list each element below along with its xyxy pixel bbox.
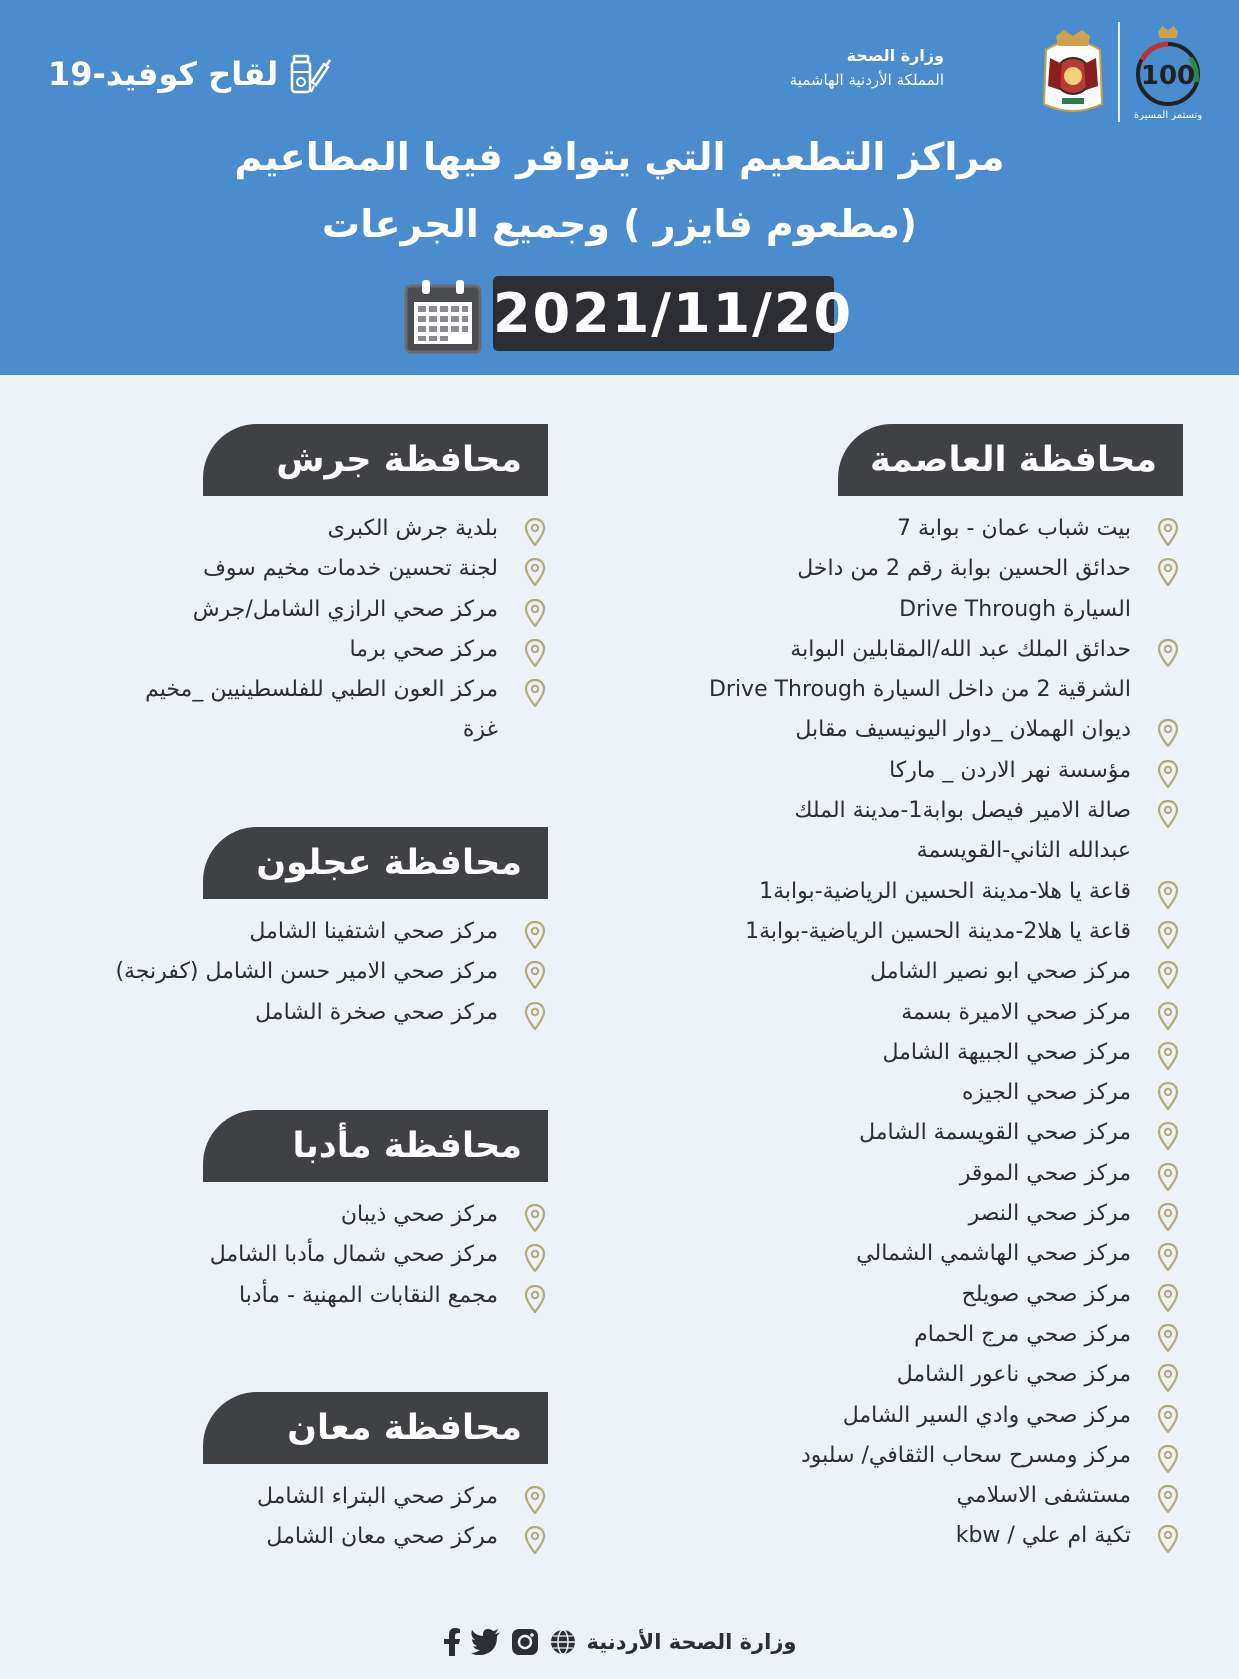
vaccination-center-item — [106, 549, 546, 589]
location-pin-icon — [1157, 1485, 1179, 1513]
vaccination-center-item — [619, 549, 1179, 630]
coat-of-arms-icon — [1040, 28, 1106, 116]
region-heading-ajloun — [203, 827, 548, 899]
center-name-line: بيت شباب عمان - بوابة 7 — [897, 516, 1131, 541]
region-name: محافظة معان — [287, 1408, 522, 1448]
center-name-line: مركز ومسرح سحاب الثقافي/ سلبود — [801, 1442, 1131, 1468]
center-name-line: مستشفى الاسلامي — [956, 1483, 1131, 1509]
vaccination-center-item — [106, 509, 546, 549]
center-name-line: مركز صحي الجيزه — [961, 1080, 1131, 1106]
location-pin-icon — [524, 1204, 546, 1232]
vaccination-center-item — [619, 791, 1179, 872]
location-pin-icon — [1157, 760, 1179, 788]
vaccination-center-item — [619, 912, 1179, 952]
location-pin-icon — [524, 518, 546, 546]
vaccination-center-item — [619, 1275, 1179, 1315]
center-name-line: مجمع النقابات المهنية - مأدبا — [238, 1282, 498, 1308]
center-name-line: حدائق الملك عبد الله/المقابلين البوابة — [790, 636, 1131, 662]
campaign-label-block — [48, 52, 332, 96]
page-title-line2: (مطعوم فايزر ) وجميع الجرعات — [322, 202, 917, 246]
header-banner — [0, 0, 1239, 375]
vaccination-center-item — [619, 1476, 1179, 1516]
vaccination-center-item — [106, 590, 546, 630]
center-name-line: مركز صحي القويسمة الشامل — [859, 1120, 1131, 1146]
center-name-line: قاعة يا هلا-مدينة الحسين الرياضية-بوابة1 — [759, 878, 1131, 904]
calendar-icon — [404, 278, 482, 354]
center-name-line: الشرقية 2 من داخل السيارة Drive Through — [708, 677, 1131, 703]
location-pin-icon — [524, 1002, 546, 1030]
center-name-line: مركز صحي ذيبان — [340, 1202, 498, 1227]
region-name: محافظة العاصمة — [869, 440, 1157, 480]
location-pin-icon — [524, 1244, 546, 1272]
region-heading-jerash — [203, 424, 548, 496]
center-name-line: مركز صحي الرازي الشامل/جرش — [192, 596, 498, 622]
vaccination-center-item — [619, 1234, 1179, 1274]
location-pin-icon — [1157, 1203, 1179, 1231]
vaccination-center-item — [106, 1517, 546, 1557]
vaccination-center-item — [619, 1355, 1179, 1395]
location-pin-icon — [524, 961, 546, 989]
location-pin-icon — [524, 1526, 546, 1554]
region-name: محافظة مأدبا — [292, 1126, 522, 1166]
ajloun-centers-list — [106, 912, 546, 1033]
center-name-line: مركز صحي اشتفينا الشامل — [249, 919, 498, 944]
location-pin-icon — [524, 558, 546, 586]
center-name-line: مركز صحي صويلح — [961, 1281, 1131, 1307]
location-pin-icon — [524, 921, 546, 949]
center-name-line: مركز صحي الجبيهة الشامل — [882, 1039, 1131, 1065]
vaccine-vial-icon — [290, 52, 332, 96]
centennial-number: 100 — [1140, 61, 1196, 91]
vaccination-center-item — [106, 1235, 546, 1275]
location-pin-icon — [524, 1486, 546, 1514]
location-pin-icon — [1157, 1122, 1179, 1150]
ministry-name: وزارة الصحة — [846, 46, 944, 65]
location-pin-icon — [1157, 558, 1179, 586]
center-name-line: مركز صحي ناعور الشامل — [896, 1362, 1131, 1388]
center-name-line: صالة الامير فيصل بوابة1-مدينة الملك — [794, 798, 1131, 824]
center-name-line: مركز صحي مرج الحمام — [914, 1321, 1131, 1347]
center-name-line: تكية ام علي / kbw — [955, 1523, 1131, 1549]
location-pin-icon — [1157, 1324, 1179, 1352]
capital-centers-list — [619, 509, 1179, 1557]
center-name-line: لجنة تحسين خدمات مخيم سوف — [203, 556, 498, 582]
center-name-line: مركز صحي الاميرة بسمة — [901, 999, 1131, 1025]
center-name-line: مركز صحي الموقر — [959, 1160, 1131, 1186]
location-pin-icon — [1157, 1042, 1179, 1070]
center-name-line: قاعة يا هلا2-مدينة الحسين الرياضية-بوابة1 — [745, 918, 1131, 944]
vaccination-center-item — [619, 1194, 1179, 1234]
location-pin-icon — [1157, 1405, 1179, 1433]
footer — [0, 1628, 1239, 1656]
vaccination-center-item — [106, 1276, 546, 1316]
location-pin-icon — [1157, 1243, 1179, 1271]
footer-ministry-name: وزارة الصحة الأردنية — [586, 1630, 797, 1654]
center-name-line: مركز صحي معان الشامل — [266, 1524, 498, 1550]
location-pin-icon — [1157, 1082, 1179, 1110]
center-name-line: حدائق الحسين بوابة رقم 2 من داخل — [797, 556, 1131, 582]
vaccination-center-item — [619, 509, 1179, 549]
region-heading-madaba — [203, 1110, 548, 1182]
center-name-line: غزة — [462, 717, 498, 743]
vaccination-center-item — [106, 1477, 546, 1517]
center-name-line: مركز صحي شمال مأدبا الشامل — [209, 1242, 498, 1268]
location-pin-icon — [524, 599, 546, 627]
centennial-slogan: وتستمر المسيرة — [1133, 110, 1203, 120]
vaccination-center-item — [106, 993, 546, 1033]
center-name-line: ديوان الهملان _دوار اليونيسيف مقابل — [795, 717, 1131, 743]
location-pin-icon — [1157, 1002, 1179, 1030]
jerash-centers-list — [106, 509, 546, 751]
center-name-line: السيارة Drive Through — [899, 596, 1131, 622]
madaba-centers-list — [106, 1195, 546, 1316]
vaccination-center-item — [619, 872, 1179, 912]
vaccination-center-item — [619, 993, 1179, 1033]
vaccination-center-item — [619, 1073, 1179, 1113]
campaign-label: لقاح كوفيد-19 — [48, 55, 279, 93]
vaccination-center-item — [619, 952, 1179, 992]
vaccination-center-item — [619, 1516, 1179, 1556]
date-label: 2021/11/20 — [493, 276, 834, 351]
center-name-line: مركز صحي وادي السير الشامل — [842, 1402, 1131, 1428]
center-name-line: مركز صحي برما — [349, 636, 498, 662]
location-pin-icon — [1157, 518, 1179, 546]
center-name-line: مركز صحي البتراء الشامل — [256, 1484, 498, 1509]
vaccination-center-item — [106, 912, 546, 952]
location-pin-icon — [1157, 719, 1179, 747]
location-pin-icon — [1157, 881, 1179, 909]
vaccination-center-item — [619, 1396, 1179, 1436]
location-pin-icon — [1157, 921, 1179, 949]
facebook-icon[interactable] — [443, 1628, 461, 1656]
vaccination-center-item — [619, 1436, 1179, 1476]
center-name-line: مركز صحي الهاشمي الشمالي — [856, 1241, 1131, 1267]
region-name: محافظة جرش — [276, 440, 522, 480]
region-heading-maan — [203, 1392, 548, 1464]
vaccination-center-item — [619, 630, 1179, 711]
vaccination-center-item — [619, 1315, 1179, 1355]
twitter-icon[interactable] — [471, 1629, 501, 1655]
region-name: محافظة عجلون — [256, 843, 522, 883]
ministry-name-block — [790, 46, 944, 89]
page-title-line1: مراكز التطعيم التي يتوافر فيها المطاعيم — [234, 135, 1005, 179]
location-pin-icon — [1157, 1163, 1179, 1191]
vaccination-center-item — [106, 952, 546, 992]
logo-divider — [1118, 22, 1120, 122]
center-name-line: مركز صحي الامير حسن الشامل (كفرنجة) — [115, 959, 498, 985]
location-pin-icon — [1157, 1284, 1179, 1312]
location-pin-icon — [524, 679, 546, 707]
center-name-line: مركز صحي النصر — [968, 1201, 1131, 1227]
location-pin-icon — [524, 1285, 546, 1313]
center-name-line: مركز العون الطبي للفلسطينيين _مخيم — [145, 677, 498, 703]
location-pin-icon — [1157, 961, 1179, 989]
location-pin-icon — [1157, 639, 1179, 667]
location-pin-icon — [1157, 1525, 1179, 1553]
vaccination-center-item — [106, 1195, 546, 1235]
center-name-line: مركز صحي ابو نصير الشامل — [870, 959, 1131, 985]
location-pin-icon — [524, 639, 546, 667]
location-pin-icon — [1157, 800, 1179, 828]
vaccination-center-item — [619, 1033, 1179, 1073]
center-name-line: مؤسسة نهر الاردن _ ماركا — [889, 757, 1131, 783]
vaccination-center-item — [619, 1113, 1179, 1153]
maan-centers-list — [106, 1477, 546, 1558]
center-name-line: بلدية جرش الكبرى — [327, 516, 498, 541]
vaccination-center-item — [106, 670, 546, 751]
location-pin-icon — [1157, 1364, 1179, 1392]
location-pin-icon — [1157, 1445, 1179, 1473]
vaccination-center-item — [619, 1154, 1179, 1194]
instagram-icon[interactable] — [511, 1628, 539, 1656]
center-name-line: مركز صحي صخرة الشامل — [255, 999, 498, 1025]
center-name-line: عبدالله الثاني-القويسمة — [916, 838, 1131, 864]
vaccination-center-item — [619, 710, 1179, 750]
kingdom-name: المملكة الأردنية الهاشمية — [789, 71, 944, 89]
website-globe-icon[interactable] — [549, 1628, 577, 1656]
vaccination-center-item — [106, 630, 546, 670]
vaccination-center-item — [619, 751, 1179, 791]
centennial-logo-icon — [1128, 24, 1208, 120]
region-heading-capital — [838, 424, 1183, 496]
